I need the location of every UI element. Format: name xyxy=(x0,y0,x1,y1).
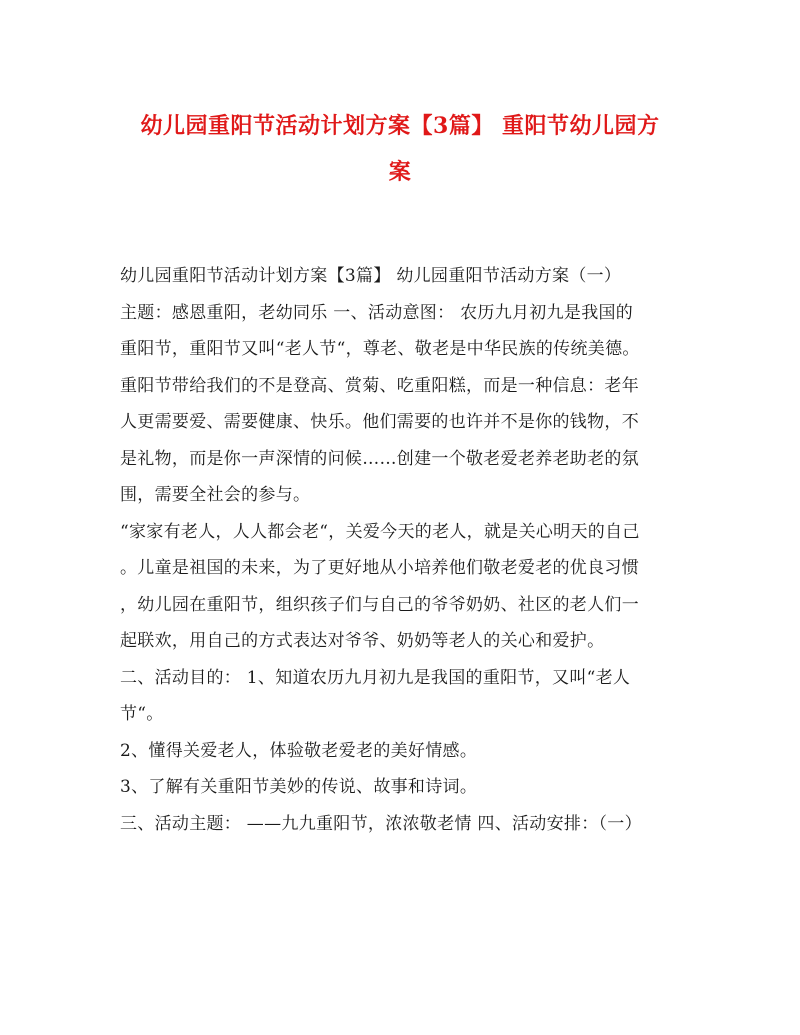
body-line: 是礼物，而是你一声深情的问候……创建一个敬老爱老养老助老的氛 xyxy=(120,448,639,469)
body-line: 重阳节带给我们的不是登高、赏菊、吃重阳糕，而是一种信息：老年 xyxy=(120,375,639,396)
title-line-2: 案 xyxy=(388,159,412,185)
body-line: 主题：感恩重阳，老幼同乐 一、活动意图： 农历九月初九是我国的 xyxy=(120,302,634,323)
body-line: 3、了解有关重阳节美妙的传说、故事和诗词。 xyxy=(120,777,478,797)
body-line: 围，需要全社会的参与。 xyxy=(120,485,311,505)
title-line-1: 幼儿园重阳节活动计划方案【3篇】 重阳节幼儿园方 xyxy=(140,113,660,139)
document-body xyxy=(120,258,690,842)
body-line: 。儿童是祖国的未来，为了更好地从小培养他们敬老爱老的优良习惯 xyxy=(120,558,639,578)
body-line: 幼儿园重阳节活动计划方案【3篇】 幼儿园重阳节活动方案（一） xyxy=(120,266,622,286)
body-line: 起联欢，用自己的方式表达对爷爷、奶奶等老人的关心和爱护。 xyxy=(120,631,605,651)
body-line: “家家有老人，人人都会老“，关爱今天的老人，就是关心明天的自己 xyxy=(120,521,640,542)
body-line: 人更需要爱、需要健康、快乐。他们需要的也许并不是你的钱物，不 xyxy=(120,412,639,432)
document-title xyxy=(100,103,700,195)
body-line: 2、懂得关爱老人，体验敬老爱老的美好情感。 xyxy=(120,740,478,761)
body-line: 节“。 xyxy=(120,704,164,724)
body-line: ，幼儿园在重阳节，组织孩子们与自己的爷爷奶奶、社区的老人们一 xyxy=(120,594,639,615)
body-line: 二、活动目的： 1、知道农历九月初九是我国的重阳节，又叫“老人 xyxy=(120,667,631,688)
body-line: 三、活动主题： ——九九重阳节，浓浓敬老情 四、活动安排：（一） xyxy=(120,813,642,834)
body-line: 重阳节，重阳节又叫“老人节“，尊老、敬老是中华民族的传统美德。 xyxy=(120,339,640,359)
